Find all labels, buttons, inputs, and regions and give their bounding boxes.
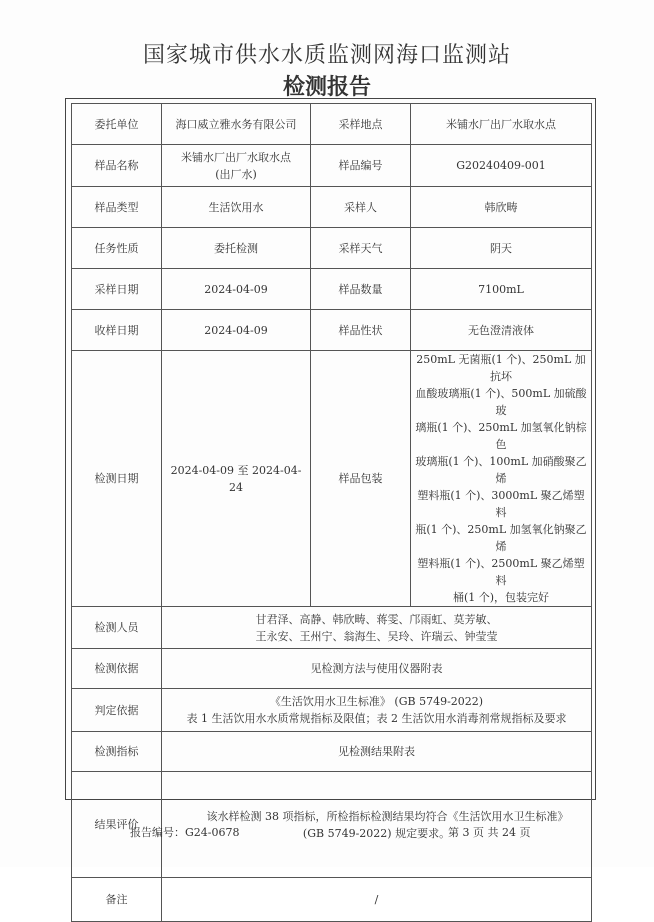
eval-label: 结果评价 [72,772,162,878]
eval-line2: (GB 5749-2022) 规定要求。 [302,826,451,840]
indicator-label: 检测指标 [72,732,162,772]
weather-value: 阴天 [411,228,592,269]
quantity-value: 7100mL [411,269,592,310]
station-title: 国家城市供水水质监测网海口监测站 [142,43,511,68]
table-row [72,351,592,607]
table-row [72,310,592,351]
judge-label: 判定依据 [72,689,162,732]
table-row [72,878,592,922]
package-line: 璃瓶(1 个)、250mL 加氢氧化钠棕色 [415,421,587,451]
test-date-label: 检测日期 [72,351,162,607]
weather-label: 采样天气 [311,228,411,269]
sample-name-label: 样品名称 [72,145,162,187]
client-value: 海口威立雅水务有限公司 [162,104,311,145]
location-value: 米铺水厂出厂水取水点 [411,104,592,145]
receive-date-label: 收样日期 [72,310,162,351]
table-row [72,607,592,649]
page-number: 第 3 页 共 24 页 [448,826,531,839]
sample-name-line2: (出厂水) [215,167,257,181]
sample-date-value: 2024-04-09 [162,269,311,310]
sample-name-value [162,145,311,187]
table-row [72,649,592,689]
client-label: 委托单位 [72,104,162,145]
report-number: 报告编号：G24-0678 [130,826,240,839]
inspectors-label: 检测人员 [72,607,162,649]
report-table [71,103,592,922]
sample-type-label: 样品类型 [72,187,162,228]
table-row [72,145,592,187]
sampler-label: 采样人 [311,187,411,228]
eval-text1: 该水样检测 38 项指标，所检指标检测结果均符合《生活饮用水卫生标准》 [206,809,569,823]
table-row [72,187,592,228]
basis-value: 见检测方法与使用仪器附表 [162,649,592,689]
package-line: 塑料瓶(1 个)、3000mL 聚乙烯塑料 [417,489,585,519]
package-line: 玻璃瓶(1 个)、100mL 加硝酸聚乙烯 [415,455,587,485]
sample-no-value: G20240409-001 [411,145,592,187]
inspectors-line2: 王永安、王州宁、翁海生、吴玲、许瑞云、钟莹莹 [255,629,498,643]
table-row [72,228,592,269]
test-date-value: 2024-04-09 至 2024-04-24 [162,351,311,607]
quantity-label: 样品数量 [311,269,411,310]
judge-line2: 表 1 生活饮用水水质常规指标及限值；表 2 生活饮用水消毒剂常规指标及要求 [186,712,567,725]
table-row [72,689,592,732]
receive-date-value: 2024-04-09 [162,310,311,351]
package-label: 样品包装 [311,351,411,607]
report-title: 检测报告 [282,74,371,100]
sampler-value: 韩欣畴 [411,187,592,228]
sample-type-value: 生活饮用水 [162,187,311,228]
indicator-value: 见检测结果附表 [162,732,592,772]
task-value: 委托检测 [162,228,311,269]
property-value: 无色澄清液体 [411,310,592,351]
sample-name-line1: 米铺水厂出厂水取水点 [181,150,291,164]
package-line: 塑料瓶(1 个)、2500mL 聚乙烯塑料 [417,557,585,587]
remark-value: / [162,878,592,922]
package-value [411,351,592,607]
location-label: 采样地点 [311,104,411,145]
property-label: 样品性状 [311,310,411,351]
table-row [72,104,592,145]
inspectors-line1: 甘君泽、高静、韩欣畴、蒋雯、邝雨虹、莫芳敏、 [255,612,498,626]
eval-line1 [166,808,587,825]
package-line: 250mL 无菌瓶(1 个)、250mL 加抗坏 [416,353,586,383]
remark-label: 备注 [72,878,162,922]
judge-line1: 《生活饮用水卫生标准》 (GB 5749-2022) [269,695,484,708]
package-line: 瓶(1 个)、250mL 加氢氧化钠聚乙烯 [415,523,587,553]
table-row [72,269,592,310]
judge-value [162,689,592,732]
sample-no-label: 样品编号 [311,145,411,187]
package-line: 桶(1 个)，包装完好 [452,591,550,604]
inspectors-value [162,607,592,649]
table-row [72,732,592,772]
task-label: 任务性质 [72,228,162,269]
basis-label: 检测依据 [72,649,162,689]
sample-date-label: 采样日期 [72,269,162,310]
package-line: 血酸玻璃瓶(1 个)、500mL 加硫酸玻 [415,387,587,417]
